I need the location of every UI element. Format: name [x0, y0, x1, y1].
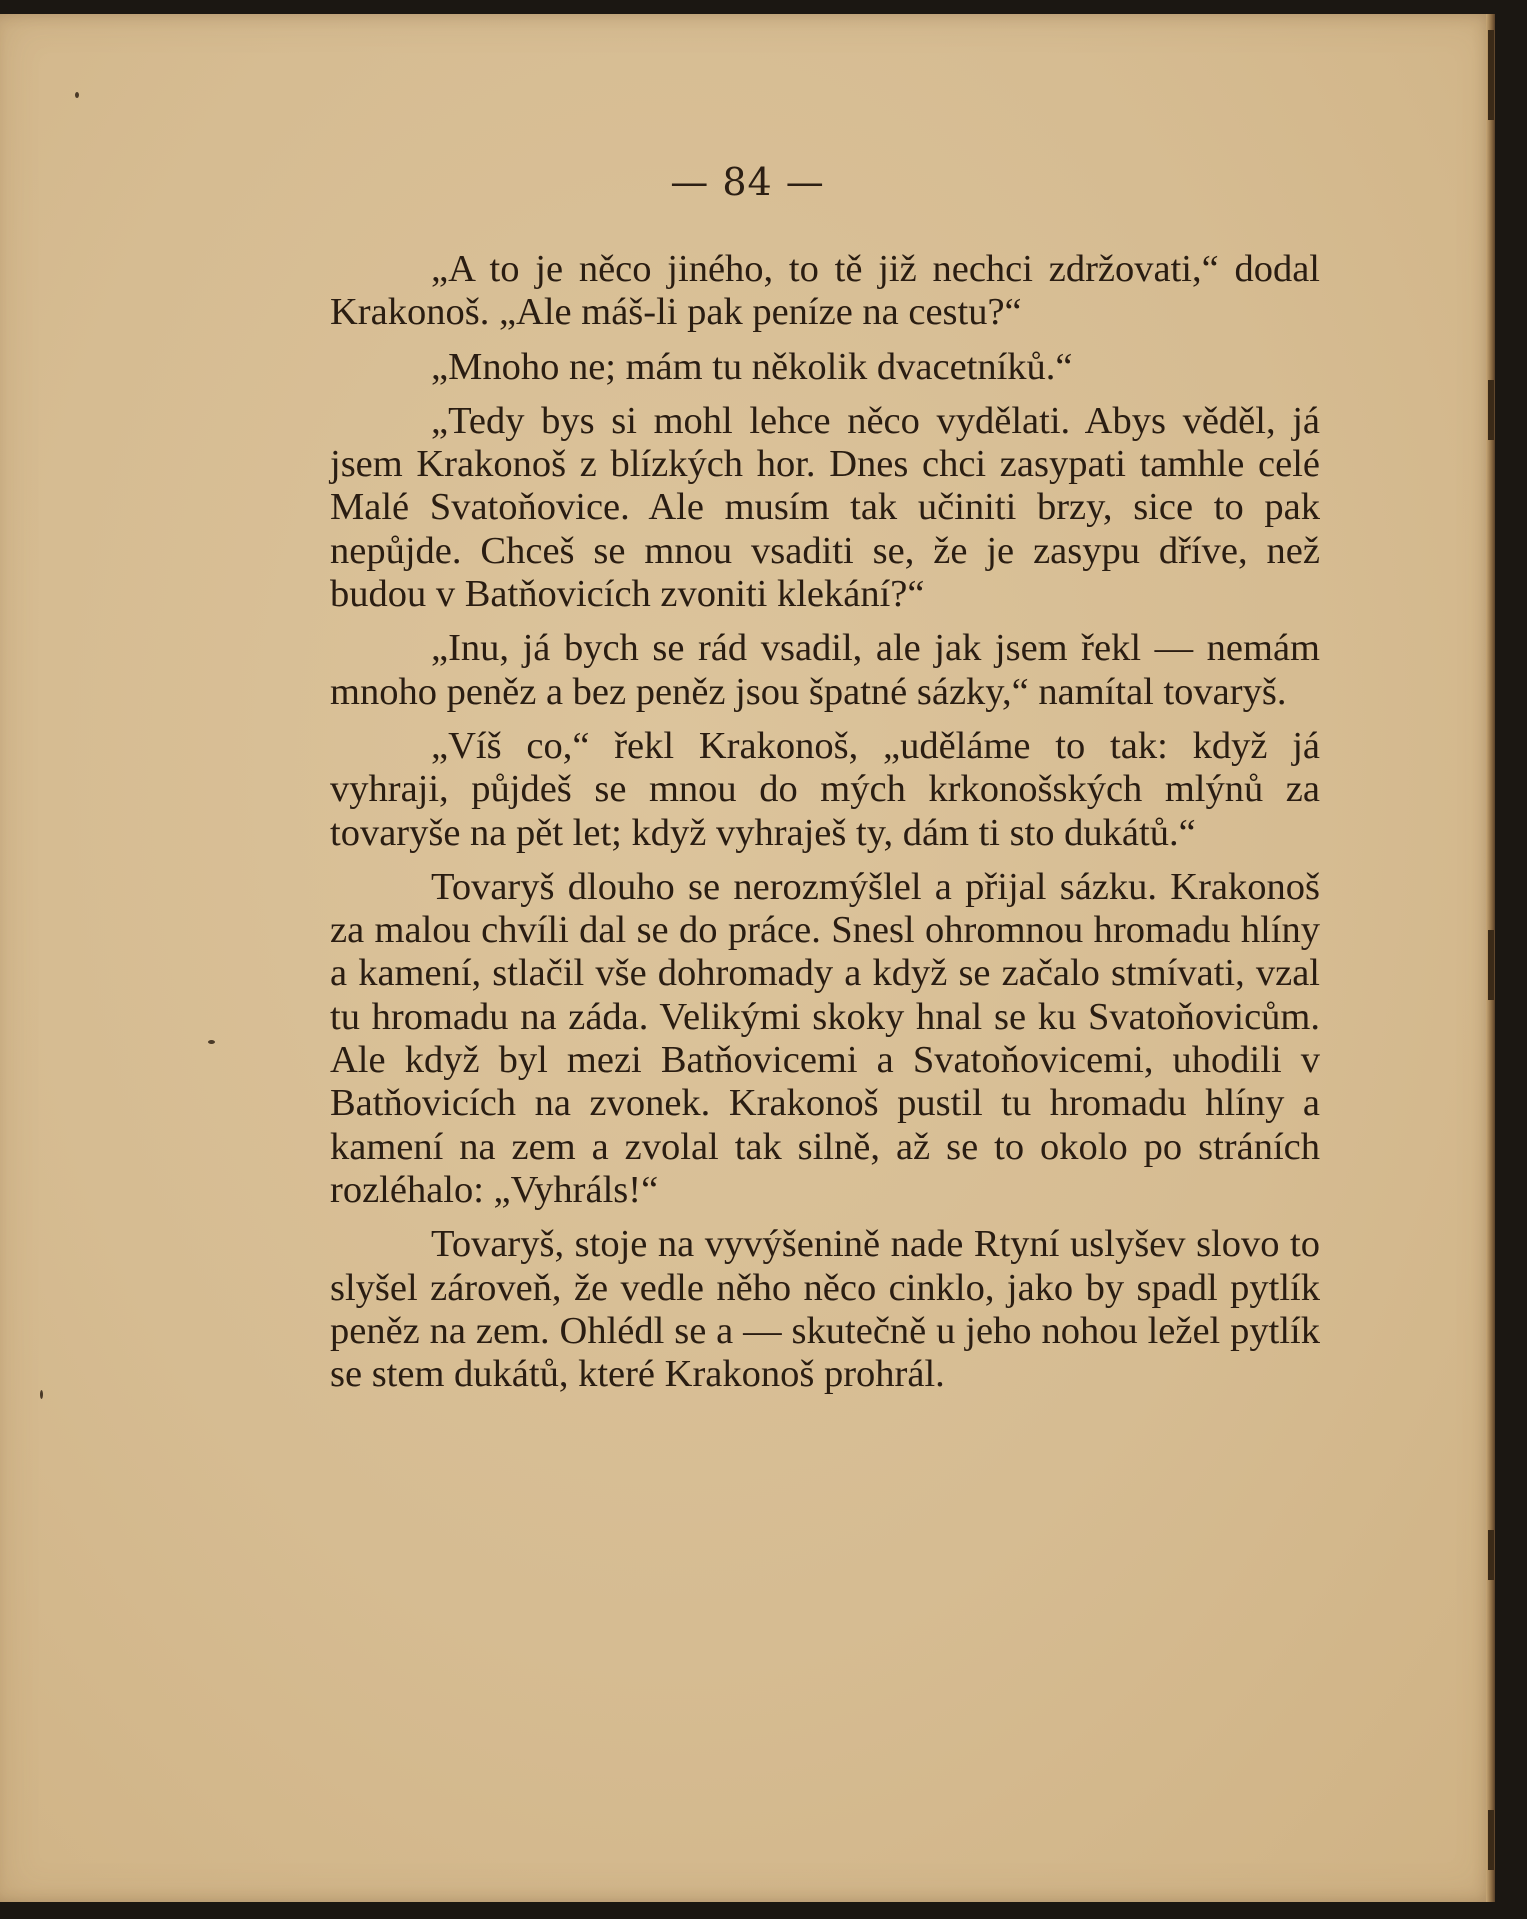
- paragraph: „A to je něco jiného, to tě již nechci zdržovati,“ dodal Krakonoš. „Ale máš-li pak peníze na cestu?“: [330, 248, 1320, 334]
- binding-mark: [1488, 1810, 1494, 1870]
- paper-speck: [40, 1390, 43, 1399]
- page-number: — 84 —: [670, 160, 825, 204]
- paragraph: „Inu, já bych se rád vsadil, ale jak jsem řekl — nemám mnoho peněz a bez peněz jsou špatné sázky,“ namítal tovaryš.: [330, 627, 1320, 713]
- binding-mark: [1488, 380, 1494, 440]
- paragraph: „Tedy bys si mohl lehce něco vydělati. Abys věděl, já jsem Krakonoš z blízkých hor. Dnes chci zasypati tamhle celé Malé Svatoňovice. Ale musím tak učiniti brzy, sice to pak nepůjde. Chceš se mnou vsaditi se, že je zasypu dříve, než budou v Batňovicích zvoniti klekání?“: [330, 399, 1320, 616]
- paragraph: „Mnoho ne; mám tu několik dvacetníků.“: [431, 345, 1073, 388]
- binding-mark: [1488, 930, 1494, 1000]
- binding-mark: [1488, 1530, 1494, 1580]
- paper-speck: [75, 92, 79, 98]
- paragraph: Tovaryš dlouho se nerozmýšlel a přijal sázku. Krakonoš za malou chvíli dal se do práce. Snesl ohromnou hromadu hlíny a kamení, stlačil vše dohromady a když se začalo stmívati, vzal tu hromadu na záda. Velikými skoky hnal se ku Svatoňovicům. Ale když byl mezi Batňovicemi a Svatoňovicemi, uhodili v Batňovicích na zvonek. Krakonoš pustil tu hromadu hlíny a kamení na zem a zvolal tak silně, až se to okolo po stráních rozléhalo: „Vyhráls!“: [330, 865, 1320, 1211]
- binding-mark: [1488, 30, 1494, 120]
- paragraph: „Víš co,“ řekl Krakonoš, „uděláme to tak: když já vyhraji, půjdeš se mnou do mých krkonošských mlýnů za tovaryše na pět let; když vyhraješ ty, dám ti sto dukátů.“: [330, 724, 1320, 854]
- paragraph: Tovaryš, stoje na vyvýšenině nade Rtyní uslyšev slovo to slyšel zároveň, že vedle něho něco cinklo, jako by spadl pytlík peněz na zem. Ohlédl se a — skutečně u jeho nohou ležel pytlík se stem dukátů, které Krakonoš prohrál.: [330, 1223, 1320, 1396]
- paper-speck: [208, 1040, 215, 1044]
- body-text: [330, 248, 1320, 1407]
